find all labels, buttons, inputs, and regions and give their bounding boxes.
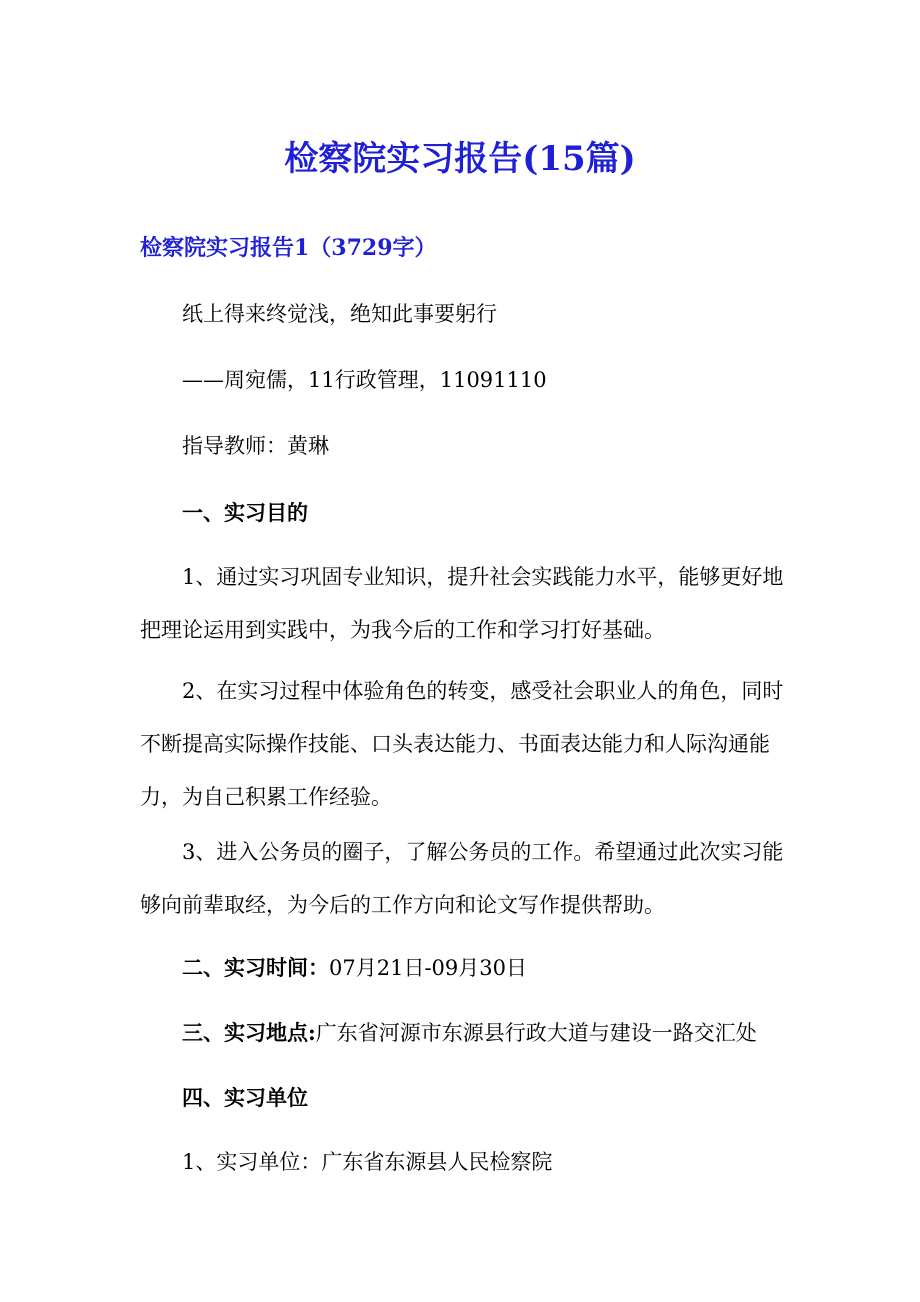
paragraph-2-text: 2、在实习过程中体验角色的转变，感受社会职业人的角色，同时不断提高实际操作技能、口头表达能力、书面表达能力和人际沟通能力，为自己积累工作经验。 — [140, 679, 784, 809]
quote-line — [140, 288, 785, 341]
advisor-text: 指导教师：黄琳 — [182, 434, 329, 458]
advisor-line — [140, 420, 785, 473]
paragraph-2 — [140, 665, 785, 824]
quote-text: 纸上得来终觉浅，绝知此事要躬行 — [182, 302, 497, 326]
heading-time — [140, 941, 785, 994]
heading-purpose-text: 一、实习目的 — [182, 500, 308, 525]
unit-line-text: 1、实习单位：广东省东源县人民检察院 — [182, 1150, 553, 1174]
heading-purpose — [140, 486, 785, 539]
place-value: 广东省河源市东源县行政大道与建设一路交汇处 — [315, 1021, 757, 1045]
time-value: 07月21日-09月30日 — [329, 956, 527, 980]
heading-time-label: 二、实习时间： — [182, 955, 329, 980]
paragraph-1-text: 1、通过实习巩固专业知识，提升社会实践能力水平，能够更好地把理论运用到实践中，为我今后的工作和学习打好基础。 — [140, 565, 784, 642]
heading-unit — [140, 1071, 785, 1124]
unit-line — [140, 1136, 785, 1189]
paragraph-3 — [140, 826, 785, 932]
paragraph-3-text: 3、进入公务员的圈子，了解公务员的工作。希望通过此次实习能够向前辈取经，为今后的工作方向和论文写作提供帮助。 — [140, 840, 784, 917]
heading-place — [140, 1006, 800, 1059]
heading-unit-text: 四、实习单位 — [182, 1085, 308, 1110]
paragraph-1 — [140, 551, 785, 657]
document-title: 检察院实习报告(15篇) — [284, 139, 636, 179]
author-text: ——周宛儒，11行政管理，11091110 — [182, 368, 547, 392]
heading-place-label: 三、实习地点: — [182, 1020, 316, 1045]
author-line — [140, 354, 785, 407]
section-title: 检察院实习报告1（3729字） — [140, 235, 437, 261]
